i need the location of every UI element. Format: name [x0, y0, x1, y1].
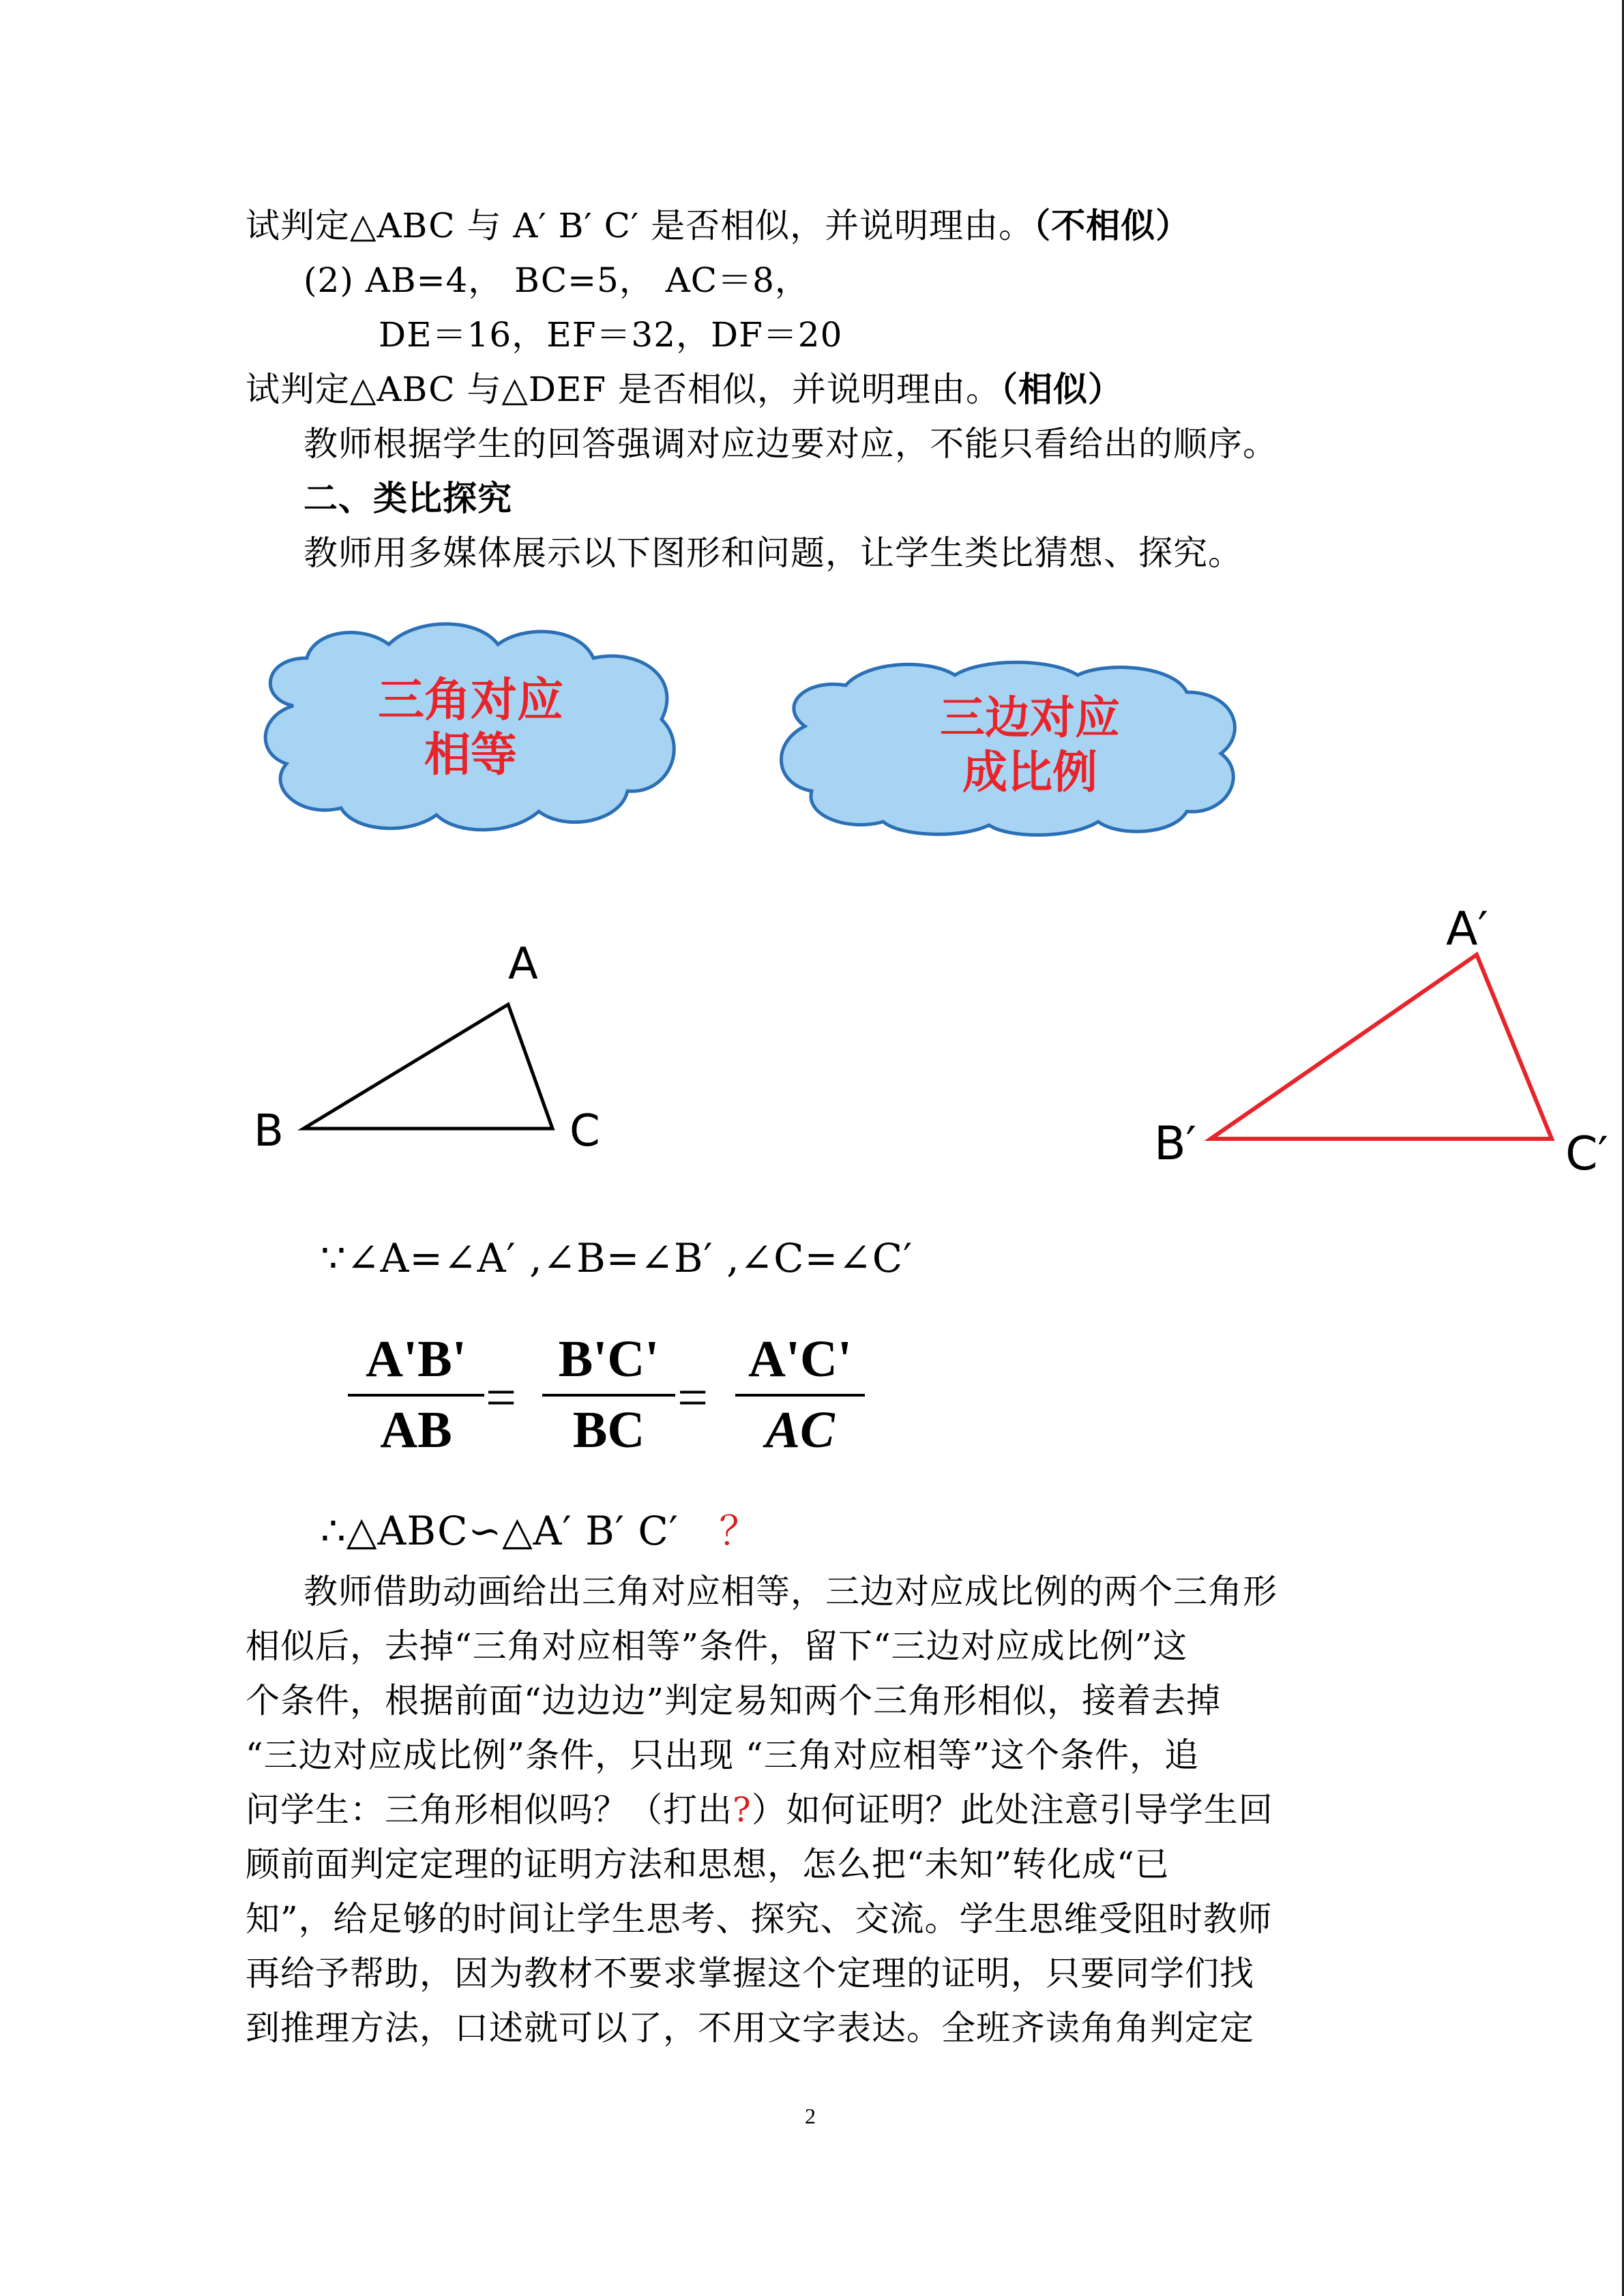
paragraph-line-5: [246, 1789, 1273, 1831]
triangle-abc: [246, 934, 628, 1173]
triangle-abc-shape: [304, 1004, 552, 1129]
fraction-bc-denominator: BC: [572, 1401, 645, 1459]
text-line-5: 教师根据学生的回答强调对应边要对应，不能只看给出的顺序。: [304, 424, 1278, 464]
cloud-angles-equal: [252, 617, 689, 839]
vertex-c-label: C: [570, 1106, 600, 1157]
text-line-1: [246, 205, 1190, 247]
answer-similar: （相似）: [1001, 369, 1123, 409]
triangle-prime-shape: [1211, 955, 1552, 1139]
fraction-bar: [542, 1394, 675, 1397]
vertex-b-prime-label: B′: [1154, 1117, 1197, 1171]
fraction-bar: [735, 1394, 865, 1397]
cloud-left-text-1: 三角对应: [377, 674, 564, 728]
fraction-bar: [348, 1394, 484, 1397]
text-line-2: [304, 259, 810, 301]
question-mark: ？: [719, 1508, 760, 1554]
fraction-ab: [348, 1330, 484, 1459]
text-line-3: DE＝16，EF＝32，DF＝20: [379, 315, 843, 355]
fraction-ac-numerator: A'C': [748, 1330, 852, 1388]
line-4-text: 试判定△ABC 与△DEF 是否相似，并说明理由。: [246, 370, 1001, 409]
item-number: (2): [304, 260, 354, 300]
paragraph-line-6: 顾前面判定定理的证明方法和思想，怎么把“未知”转化成“已: [246, 1845, 1170, 1884]
therefore-text: ∴△ABC∽△A′ B′ C′: [321, 1508, 679, 1554]
paragraph-line-4: “三边对应成比例”条件，只出现 “三角对应相等”这个条件，追: [246, 1735, 1200, 1775]
fraction-ab-numerator: A'B': [366, 1330, 467, 1388]
text-line-4: [246, 368, 1123, 411]
cloud-left-text-2: 相等: [424, 728, 518, 782]
therefore-similar: [321, 1507, 759, 1555]
because-angles-equal: ∵∠A=∠A′ ,∠B=∠B′ ,∠C=∠C′: [321, 1235, 913, 1281]
paragraph-line-5a: 问学生：三角形相似吗？（打出: [246, 1790, 733, 1830]
cloud-right-text-1: 三边对应: [940, 691, 1120, 744]
paragraph-line-7: 知”，给足够的时间让学生思考、探究、交流。学生思维受阻时教师: [246, 1899, 1273, 1939]
fraction-ac-denominator: AC: [765, 1401, 835, 1459]
fraction-ac: [735, 1330, 865, 1459]
fraction-bc: [542, 1330, 675, 1459]
answer-not-similar: （不相似）: [1033, 205, 1191, 245]
vertex-a-prime-label: A′: [1446, 902, 1488, 956]
text-line-6: 教师用多媒体展示以下图形和问题，让学生类比猜想、探究。: [304, 533, 1243, 573]
equals-sign-1: =: [486, 1368, 517, 1428]
vertex-c-prime-label: C′: [1565, 1127, 1608, 1180]
section-title: 二、类比探究: [304, 478, 512, 518]
paragraph-line-2: 相似后，去掉“三角对应相等”条件，留下“三边对应成比例”这: [246, 1626, 1188, 1666]
page-number: 2: [805, 2104, 816, 2128]
line-1-text: 试判定△ABC 与 A′ B′ C′ 是否相似，并说明理由。: [246, 206, 1034, 245]
line-2-text: AB=4， BC=5， AC＝8，: [353, 260, 810, 300]
equals-sign-2: =: [677, 1368, 709, 1428]
vertex-b-label: B: [254, 1106, 284, 1157]
paragraph-line-9: 到推理方法，口述就可以了，不用文字表达。全班齐读角角判定定: [246, 2008, 1254, 2048]
paragraph-line-8: 再给予帮助，因为教材不要求掌握这个定理的证明，只要同学们找: [246, 1954, 1254, 1993]
paragraph-line-1: 教师借助动画给出三角对应相等，三边对应成比例的两个三角形: [304, 1572, 1278, 1611]
triangle-a-prime-b-prime-c-prime: [1146, 880, 1623, 1180]
cloud-sides-proportional: [764, 658, 1248, 839]
paragraph-line-5b: ）如何证明？此处注意引导学生回: [751, 1790, 1273, 1830]
cloud-right-text-2: 成比例: [962, 746, 1097, 799]
fraction-ab-denominator: AB: [380, 1401, 452, 1459]
paragraph-line-3: 个条件，根据前面“边边边”判定易知两个三角形相似，接着去掉: [246, 1681, 1222, 1720]
fraction-bc-numerator: B'C': [558, 1330, 660, 1388]
red-question-mark: ?: [733, 1790, 752, 1830]
vertex-a-label: A: [508, 939, 538, 989]
